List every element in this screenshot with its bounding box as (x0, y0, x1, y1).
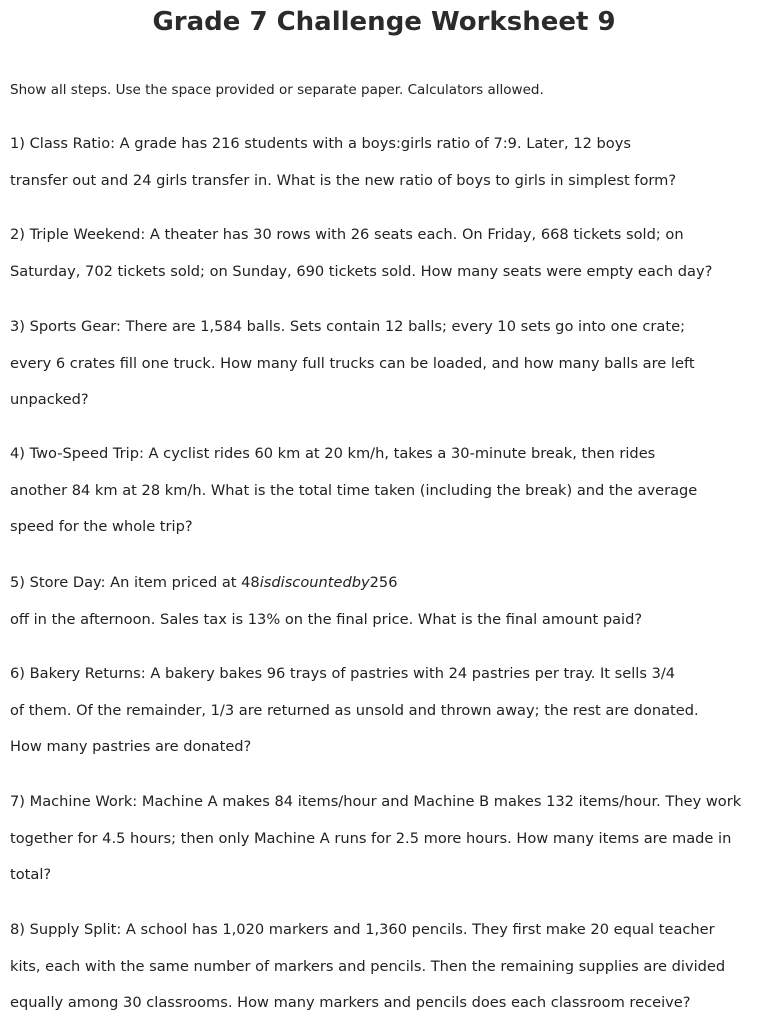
problem-5-line-2: off in the afternoon. Sales tax is 13% on the final price. What is the final amount paid? (10, 610, 643, 628)
problem-5 (10, 565, 764, 638)
problem-6-line-1: 6) Bakery Returns: A bakery bakes 96 trays of pastries with 24 pastries per tray. It sells 3/4 (10, 665, 676, 682)
problem-3-line-2: every 6 crates fill one truck. How many full trucks can be loaded, and how many balls are left (10, 354, 695, 372)
problem-5-line-1-start: 5) Store Day: An item priced at 48 (10, 574, 260, 591)
problem-8-line-2: kits, each with the same number of markers and pencils. Then the remaining supplies are divided (10, 957, 726, 975)
problem-4-line-3: speed for the whole trip? (10, 518, 193, 535)
problem-3-line-1: 3) Sports Gear: There are 1,584 balls. Sets contain 12 balls; every 10 sets go into one crate; (10, 318, 685, 335)
problem-1-line-1: 1) Class Ratio: A grade has 216 students with a boys:girls ratio of 7:9. Later, 12 boys (10, 135, 631, 152)
problem-7-line-3: total? (10, 866, 52, 883)
problem-5-line-1-end: 256 (369, 574, 398, 591)
problem-8-line-3: equally among 30 classrooms. How many markers and pencils does each classroom receive? (10, 994, 691, 1011)
problem-5-line-1 (10, 565, 764, 602)
problem-2 (10, 217, 764, 290)
problem-8 (10, 912, 764, 1022)
problem-3 (10, 309, 764, 419)
worksheet-title: Grade 7 Challenge Worksheet 9 (152, 7, 616, 37)
problem-6-line-2: of them. Of the remainder, 1/3 are returned as unsold and thrown away; the rest are donated. (10, 701, 699, 719)
problem-6-line-3: How many pastries are donated? (10, 738, 252, 755)
problem-4-line-1: 4) Two-Speed Trip: A cyclist rides 60 km at 20 km/h, takes a 30-minute break, then rides (10, 445, 656, 462)
problem-2-line-1: 2) Triple Weekend: A theater has 30 rows with 26 seats each. On Friday, 668 tickets sold; on (10, 226, 684, 243)
problem-1 (10, 126, 764, 199)
problem-4-line-2: another 84 km at 28 km/h. What is the total time taken (including the break) and the average (10, 481, 698, 499)
problem-8-line-1: 8) Supply Split: A school has 1,020 markers and 1,360 pencils. They first make 20 equal teacher (10, 921, 715, 938)
problem-1-line-2: transfer out and 24 girls transfer in. What is the new ratio of boys to girls in simplest form? (10, 171, 677, 189)
problem-4 (10, 436, 764, 546)
problem-7 (10, 784, 764, 894)
problem-7-line-1: 7) Machine Work: Machine A makes 84 items/hour and Machine B makes 132 items/hour. They work (10, 793, 742, 810)
problem-5-line-1-italic: isdiscountedby (259, 574, 370, 591)
problem-6 (10, 656, 764, 766)
problem-2-line-2: Saturday, 702 tickets sold; on Sunday, 690 tickets sold. How many seats were empty each day? (10, 262, 713, 280)
problem-3-line-3: unpacked? (10, 391, 89, 408)
instructions-text: Show all steps. Use the space provided or separate paper. Calculators allowed. (10, 82, 544, 98)
problem-7-line-2: together for 4.5 hours; then only Machine A runs for 2.5 more hours. How many items are made in (10, 829, 732, 847)
